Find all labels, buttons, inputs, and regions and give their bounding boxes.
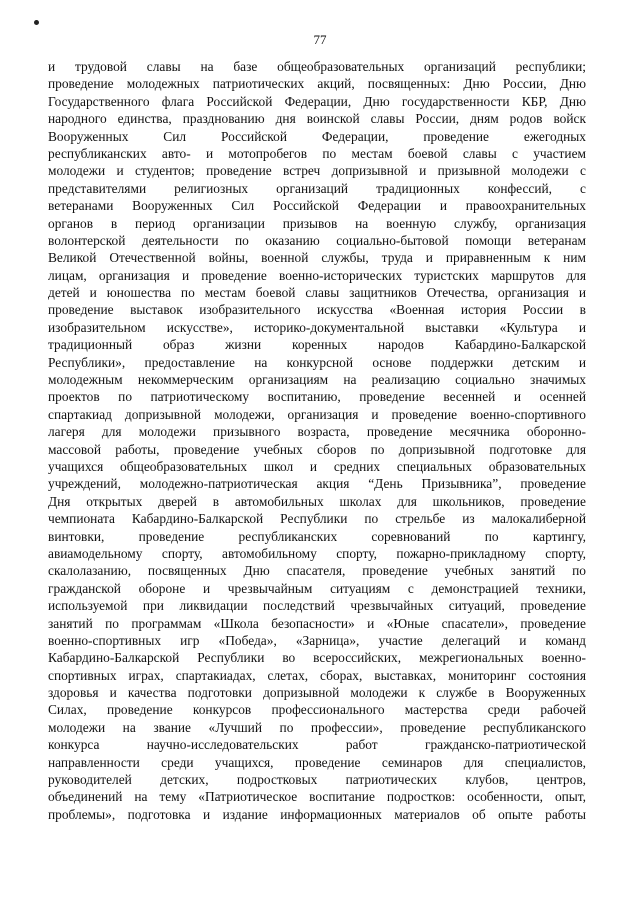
text-line: Дня открытых дверей в автомобильных школах для школьников, проведение xyxy=(48,493,586,509)
text-line: молодежи и студентов; проведение встреч допризывной и призывной молодежи с xyxy=(48,163,586,179)
text-line: традиционный образ жизни коренных народов Кабардино-Балкарской xyxy=(48,337,586,353)
text-line: направленности среди учащихся, проведение семинаров для специалистов, xyxy=(48,754,586,770)
text-line: спартакиад допризывной молодежи, организация и проведение военно-спортивного xyxy=(48,406,586,422)
text-line: проведение выставок изобразительного искусства «Военная история России в xyxy=(48,302,586,318)
text-line: и трудовой славы на базе общеобразовательных организаций республики; xyxy=(48,59,586,74)
text-line: молодежным некоммерческим организациям на реализацию социально значимых xyxy=(48,372,586,388)
text-line: Республики», предоставление на конкурсной основе поддержки детским и xyxy=(48,354,586,370)
text-line: детей и юношества по местам боевой славы защитников Отечества, организация и xyxy=(48,285,586,301)
text-line: молодежи на звание «Лучший по профессии», проведение республиканского xyxy=(48,719,586,735)
text-line: Кабардино-Балкарской Республики во всероссийских, межрегиональных военно- xyxy=(48,650,586,666)
text-line: занятий по программам «Школа безопасности» и «Юные спасатели», проведение xyxy=(48,615,586,631)
text-line: спортивных играх, спартакиадах, слетах, сборах, выставках, мониторинг состояния xyxy=(48,667,586,683)
text-line: волонтерской деятельности по оказанию социально-бытовой помощи ветеранам xyxy=(48,232,586,248)
text-line: Государственного флага Российской Федерации, Дню государственности КБР, Дню xyxy=(48,93,586,109)
text-line: скалолазанию, посвященных Дню спасателя, проведение учебных занятий по xyxy=(48,563,586,579)
text-line: массовой работы, проведение учебных сборов по допризывной подготовке для xyxy=(48,441,586,457)
text-line: представителями религиозных организаций традиционных конфессий, с xyxy=(48,180,586,196)
scan-dot-mark xyxy=(34,20,39,25)
body-text xyxy=(48,58,586,823)
text-line: изобразительном искусстве», историко-документальной выставки «Культура и xyxy=(48,319,586,335)
text-line: винтовки, проведение республиканских соревнований по картингу, xyxy=(48,528,586,544)
text-line: учащихся общеобразовательных школ и средних специальных образовательных xyxy=(48,458,586,474)
text-line: авиамодельному спорту, автомобильному спорту, пожарно-прикладному спорту, xyxy=(48,545,586,561)
text-line: руководителей детских, подростковых патриотических клубов, центров, xyxy=(48,772,586,788)
text-line: учреждений, молодежно-патриотическая акция “День Призывника”, проведение xyxy=(48,476,586,492)
text-line: конкурса научно-исследовательских работ гражданско-патриотической xyxy=(48,737,586,753)
text-line: гражданской обороне и чрезвычайным ситуациям с демонстрацией техники, xyxy=(48,580,586,596)
text-line: используемой при ликвидации последствий чрезвычайных ситуаций, проведение xyxy=(48,598,586,614)
text-line: здоровья и качества подготовки допризывной молодежи к службе в Вооруженных xyxy=(48,685,586,701)
text-line: проведение молодежных патриотических акций, посвященных: Дню России, Дню xyxy=(48,76,586,92)
text-line: проектов по патриотическому воспитанию, проведение весенней и осенней xyxy=(48,389,586,405)
text-line: военно-спортивных игр «Победа», «Зарница», участие делегаций и команд xyxy=(48,632,586,648)
text-line: проблемы», подготовка и издание информационных материалов об опыте работы xyxy=(48,806,586,822)
text-line: чемпионата Кабардино-Балкарской Республики по стрельбе из малокалиберной xyxy=(48,511,586,527)
text-line: Вооруженных Сил Российской Федерации, проведение ежегодных xyxy=(48,128,586,144)
text-line: народного единства, празднованию дня воинской славы России, дням родов войск xyxy=(48,111,586,127)
page-number: 77 xyxy=(313,32,327,47)
text-line: республиканских авто- и мотопробегов по местам боевой славы с участием xyxy=(48,145,586,161)
text-line: лицам, организация и проведение военно-исторических туристских маршрутов для xyxy=(48,267,586,283)
text-line: лагеря для молодежи призывного возраста, проведение месячника оборонно- xyxy=(48,424,586,440)
text-line: ветеранами Вооруженных Сил Российской Федерации и правоохранительных xyxy=(48,198,586,214)
text-line: Великой Отечественной войны, военной службы, труда и приравненным к ним xyxy=(48,250,586,266)
text-line: Силах, проведение конкурсов профессионального мастерства среди рабочей xyxy=(48,702,586,718)
text-line: объединений на тему «Патриотическое воспитание подростков: особенности, опыт, xyxy=(48,789,586,805)
text-line: органов в период организации призывов на военную службу, организация xyxy=(48,215,586,231)
